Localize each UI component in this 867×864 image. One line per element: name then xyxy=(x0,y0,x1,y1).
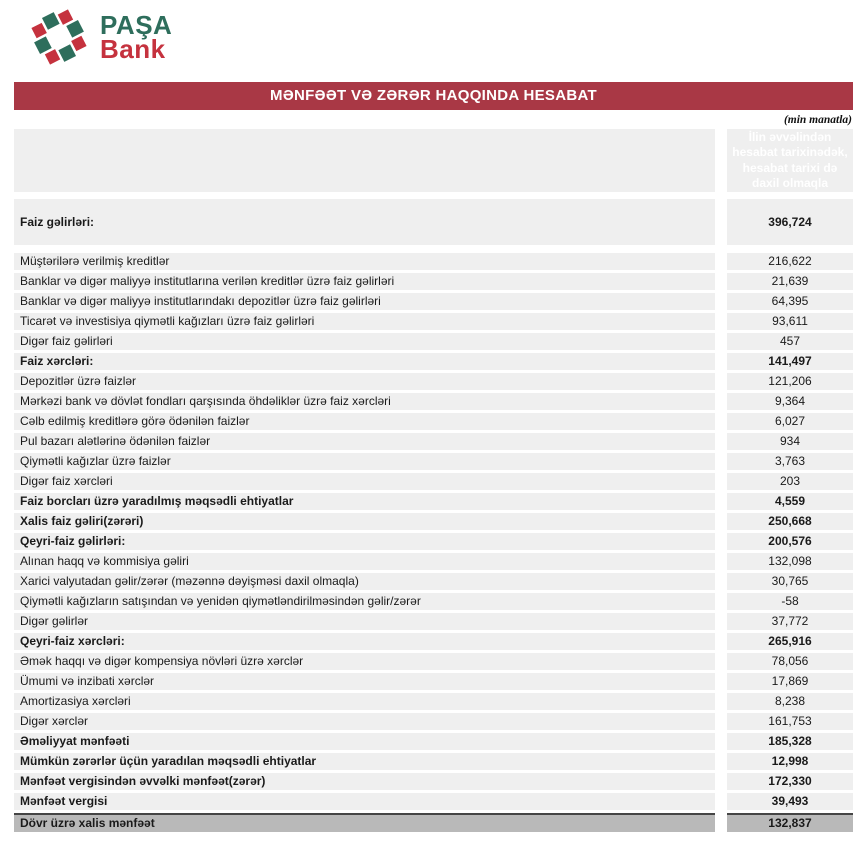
row-value: 78,056 xyxy=(727,653,853,670)
logo-word-pasha: PAŞA xyxy=(100,9,173,40)
table-row xyxy=(14,773,853,790)
table-row xyxy=(14,713,853,730)
row-label: Digər gəlirlər xyxy=(14,613,715,630)
row-label: Amortizasiya xərcləri xyxy=(14,693,715,710)
logo-word-bank: Bank xyxy=(100,34,166,64)
row-value: -58 xyxy=(727,593,853,610)
row-label: Xarici valyutadan gəlir/zərər (məzənnə dəyişməsi daxil olmaqla) xyxy=(14,573,715,590)
pasha-bank-pinwheel-icon xyxy=(30,8,88,66)
row-value: 121,206 xyxy=(727,373,853,390)
table-row xyxy=(14,593,853,610)
row-value: 3,763 xyxy=(727,453,853,470)
unit-note: (min manatla) xyxy=(783,114,852,126)
row-value: 12,998 xyxy=(727,753,853,770)
row-value: 457 xyxy=(727,333,853,350)
table-row xyxy=(14,353,853,370)
table-row xyxy=(14,393,853,410)
row-value: 141,497 xyxy=(727,353,853,370)
row-label: Əmək haqqı və digər kompensiya növləri üzrə xərclər xyxy=(14,653,715,670)
bank-logo xyxy=(30,8,853,66)
row-value: 200,576 xyxy=(727,533,853,550)
row-value: 4,559 xyxy=(727,493,853,510)
row-value: 265,916 xyxy=(727,633,853,650)
table-row xyxy=(14,493,853,510)
row-label: Depozitlər üzrə faizlər xyxy=(14,373,715,390)
table-row xyxy=(14,373,853,390)
row-value: 37,772 xyxy=(727,613,853,630)
row-label: Digər faiz gəlirləri xyxy=(14,333,715,350)
row-value: 9,364 xyxy=(727,393,853,410)
table-row xyxy=(14,313,853,330)
table-row xyxy=(14,553,853,570)
table-row xyxy=(14,433,853,450)
value-column-header xyxy=(727,129,853,192)
table-row xyxy=(14,733,853,750)
row-value: 39,493 xyxy=(727,793,853,810)
row-label: Alınan haqq və kommisiya gəliri xyxy=(14,553,715,570)
table-row xyxy=(14,653,853,670)
row-label: Ticarət və investisiya qiymətli kağızları üzrə faiz gəlirləri xyxy=(14,313,715,330)
row-value: 250,668 xyxy=(727,513,853,530)
row-value: 203 xyxy=(727,473,853,490)
row-value: 21,639 xyxy=(727,273,853,290)
row-label: Mümkün zərərlər üçün yaradılan məqsədli ehtiyatlar xyxy=(14,753,715,770)
row-label: Mənfəət vergisi xyxy=(14,793,715,810)
page-title: MƏNFƏƏT VƏ ZƏRƏR HAQQINDA HESABAT xyxy=(270,87,597,104)
row-label: Əməliyyat mənfəəti xyxy=(14,733,715,750)
row-label: Xalis faiz gəliri(zərəri) xyxy=(14,513,715,530)
table-row xyxy=(14,333,853,350)
row-label: Faiz borcları üzrə yaradılmış məqsədli ehtiyatlar xyxy=(14,493,715,510)
table-row xyxy=(14,513,853,530)
table-row xyxy=(14,293,853,310)
row-label: Ümumi və inzibati xərclər xyxy=(14,673,715,690)
row-value: 172,330 xyxy=(727,773,853,790)
row-value: 934 xyxy=(727,433,853,450)
row-value: 396,724 xyxy=(727,199,853,245)
row-label: Qeyri-faiz gəlirləri: xyxy=(14,533,715,550)
row-label: Cəlb edilmiş kreditlərə görə ödənilən faizlər xyxy=(14,413,715,430)
row-value: 93,611 xyxy=(727,313,853,330)
row-label: Pul bazarı alətlərinə ödənilən faizlər xyxy=(14,433,715,450)
row-label: Qiymətli kağızların satışından və yenidən qiymətləndirilməsindən gəlir/zərər xyxy=(14,593,715,610)
row-value: 161,753 xyxy=(727,713,853,730)
table-body xyxy=(14,199,853,832)
label-column-header xyxy=(14,129,715,192)
table-row xyxy=(14,673,853,690)
table-row xyxy=(14,413,853,430)
row-value: 132,837 xyxy=(727,813,853,832)
logo-wordmark xyxy=(100,9,173,64)
table-header-row xyxy=(14,129,853,192)
row-value: 6,027 xyxy=(727,413,853,430)
table-row xyxy=(14,813,853,832)
table-row xyxy=(14,533,853,550)
row-label: Banklar və digər maliyyə institutlarına verilən kreditlər üzrə faiz gəlirləri xyxy=(14,273,715,290)
row-value: 64,395 xyxy=(727,293,853,310)
table-row xyxy=(14,573,853,590)
row-value: 185,328 xyxy=(727,733,853,750)
row-label: Mərkəzi bank və dövlət fondları qarşısında öhdəliklər üzrə faiz xərcləri xyxy=(14,393,715,410)
table-row xyxy=(14,253,853,270)
table-row xyxy=(14,199,853,245)
table-row xyxy=(14,613,853,630)
row-label: Digər faiz xərcləri xyxy=(14,473,715,490)
row-label: Digər xərclər xyxy=(14,713,715,730)
row-label: Faiz gəlirləri: xyxy=(14,199,715,245)
report-title-bar xyxy=(14,82,853,110)
table-row xyxy=(14,633,853,650)
row-value: 30,765 xyxy=(727,573,853,590)
row-label: Dövr üzrə xalis mənfəət xyxy=(14,813,715,832)
value-column-header-text: İlin əvvəlindən hesabat tarixinədək, hesabat tarixi də daxil olmaqla xyxy=(732,129,848,190)
pnl-table xyxy=(14,129,853,832)
row-label: Banklar və digər maliyyə institutlarındakı depozitlər üzrə faiz gəlirləri xyxy=(14,293,715,310)
row-label: Müştərilərə verilmiş kreditlər xyxy=(14,253,715,270)
table-row xyxy=(14,793,853,810)
table-row xyxy=(14,273,853,290)
row-label: Faiz xərcləri: xyxy=(14,353,715,370)
row-value: 216,622 xyxy=(727,253,853,270)
table-row xyxy=(14,453,853,470)
table-row xyxy=(14,473,853,490)
row-value: 132,098 xyxy=(727,553,853,570)
row-label: Qeyri-faiz xərcləri: xyxy=(14,633,715,650)
table-row xyxy=(14,753,853,770)
table-row xyxy=(14,693,853,710)
row-label: Mənfəət vergisindən əvvəlki mənfəət(zərər) xyxy=(14,773,715,790)
row-label: Qiymətli kağızlar üzrə faizlər xyxy=(14,453,715,470)
row-value: 17,869 xyxy=(727,673,853,690)
row-value: 8,238 xyxy=(727,693,853,710)
